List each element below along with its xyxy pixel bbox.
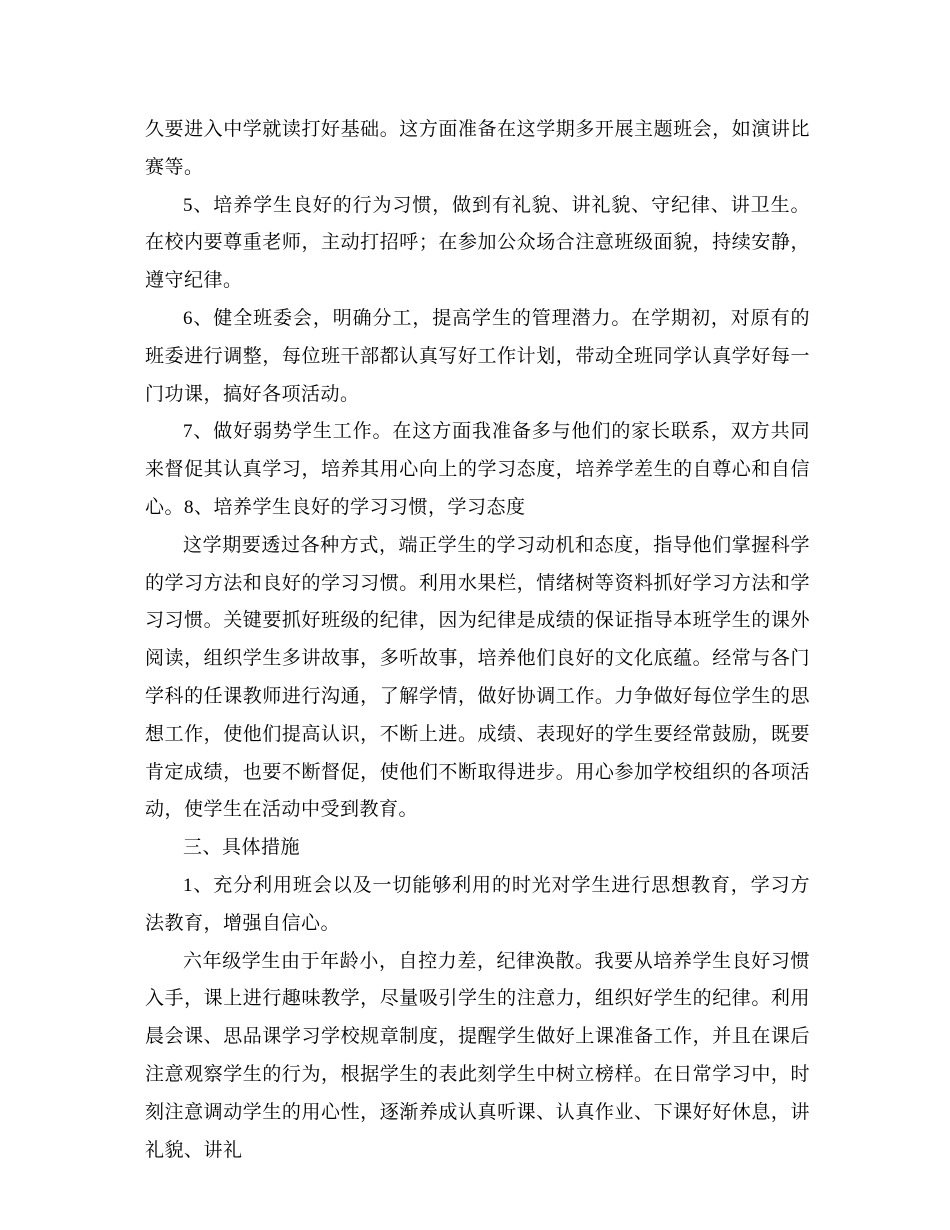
paragraph: 5、培养学生良好的行为习惯，做到有礼貌、讲礼貌、守纪律、讲卫生。在校内要尊重老师，主动打招呼；在参加公众场合注意班级面貌，持续安静，遵守纪律。 <box>145 194 810 292</box>
paragraph: 六年级学生由于年龄小，自控力差，纪律涣散。我要从培养学生良好习惯入手，课上进行趣味教学，尽量吸引学生的注意力，组织好学生的纪律。利用晨会课、思品课学习学校规章制度，提醒学生做好上课准备工作，并且在课后注意观察学生的行为，根据学生的表此刻学生中树立榜样。在日常学习中，时刻注意调动学生的用心性，逐渐养成认真听课、认真作业、下课好好休息，讲礼貌、讲礼 <box>145 950 810 1161</box>
paragraph: 6、健全班委会，明确分工，提高学生的管理潜力。在学期初，对原有的班委进行调整，每位班干部都认真写好工作计划，带动全班同学认真学好每一门功课，搞好各项活动。 <box>145 307 810 405</box>
document-body <box>145 111 810 1169</box>
paragraph: 三、具体措施 <box>183 837 301 859</box>
paragraph: 7、做好弱势学生工作。在这方面我准备多与他们的家长联系，双方共同来督促其认真学习，培养其用心向上的学习态度，培养学差生的自尊心和自信心。8、培养学生良好的学习习惯，学习态度 <box>145 421 810 518</box>
paragraph: 1、充分利用班会以及一切能够利用的时光对学生进行思想教育，学习方法教育，增强自信心。 <box>145 874 810 934</box>
paragraph: 这学期要透过各种方式，端正学生的学习动机和态度，指导他们掌握科学的学习方法和良好的学习习惯。利用水果栏，情绪树等资料抓好学习方法和学习习惯。关键要抓好班级的纪律，因为纪律是成绩的保证指导本班学生的课外阅读，组织学生多讲故事，多听故事，培养他们良好的文化底蕴。经常与各门学科的任课教师进行沟通，了解学情，做好协调工作。力争做好每位学生的思想工作，使他们提高认识，不断上进。成绩、表现好的学生要经常鼓励，既要肯定成绩，也要不断督促，使他们不断取得进步。用心参加学校组织的各项活动，使学生在活动中受到教育。 <box>145 534 810 821</box>
paragraph: 久要进入中学就读打好基础。这方面准备在这学期多开展主题班会，如演讲比赛等。 <box>145 119 810 178</box>
